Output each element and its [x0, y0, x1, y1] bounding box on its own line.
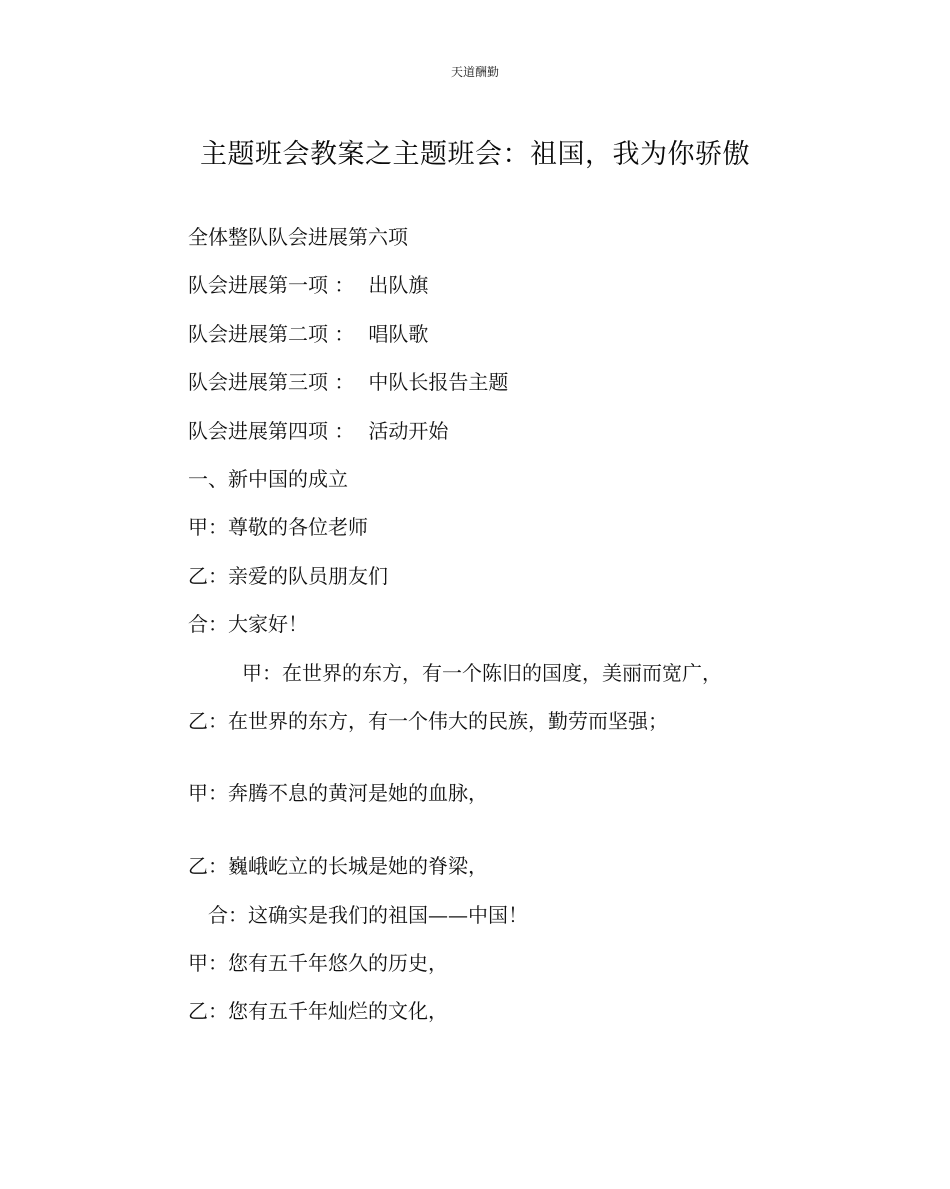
- script-line: 乙：您有五千年灿烂的文化，: [188, 999, 448, 1023]
- section-heading: 一、新中国的成立: [188, 467, 348, 491]
- agenda-value: 中队长报告主题: [368, 370, 509, 394]
- script-line: 甲：奔腾不息的黄河是她的血脉，: [188, 781, 488, 805]
- agenda-item-3: [188, 369, 508, 395]
- script-line: 乙：巍峨屹立的长城是她的脊梁，: [188, 854, 488, 878]
- agenda-item-2: [188, 321, 428, 347]
- script-line: 乙：亲爱的队员朋友们: [188, 564, 388, 588]
- agenda-value: 唱队歌: [368, 322, 429, 346]
- intro-line: 全体整队队会进展第六项: [188, 225, 408, 249]
- agenda-item-4: [188, 418, 448, 444]
- agenda-label: 队会进展第二项 ：: [188, 322, 355, 346]
- script-line: 乙：在世界的东方，有一个伟大的民族，勤劳而坚强；: [188, 709, 668, 733]
- agenda-label: 队会进展第四项 ：: [188, 419, 355, 443]
- agenda-item-1: [188, 272, 428, 298]
- agenda-label: 队会进展第三项 ：: [188, 370, 355, 394]
- script-line: 甲：尊敬的各位老师: [188, 515, 368, 539]
- agenda-value: 出队旗: [368, 273, 429, 297]
- script-line: 甲：在世界的东方，有一个陈旧的国度，美丽而宽广，: [242, 661, 722, 685]
- agenda-value: 活动开始: [368, 419, 449, 443]
- script-line: 甲：您有五千年悠久的历史，: [188, 951, 448, 975]
- document-title: 主题班会教案之主题班会：祖国，我为你骄傲: [200, 139, 750, 170]
- agenda-label: 队会进展第一项 ：: [188, 273, 355, 297]
- script-line: 合：大家好！: [188, 612, 308, 636]
- script-line: 合：这确实是我们的祖国——中国！: [208, 903, 528, 927]
- page-header: 天道酬勤: [450, 65, 499, 79]
